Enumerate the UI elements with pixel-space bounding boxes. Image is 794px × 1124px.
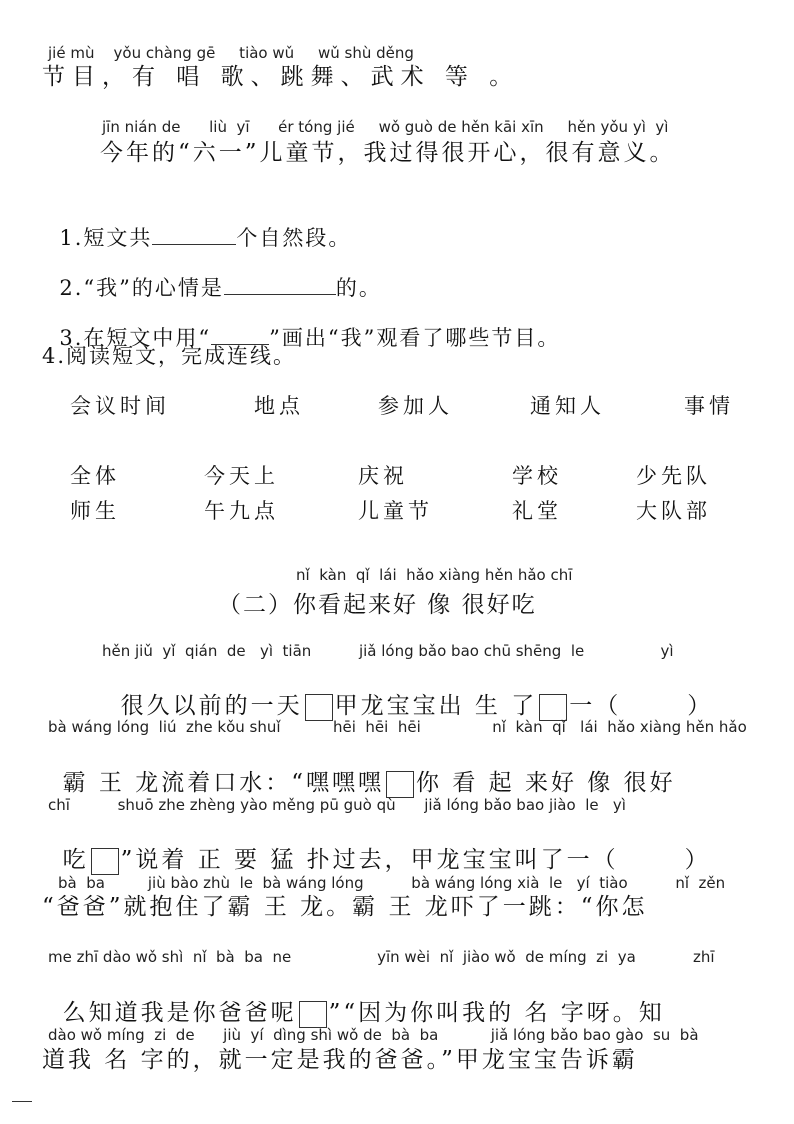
- matching-option[interactable]: 大队部: [636, 499, 711, 523]
- pinyin-line: dào wǒ míng zi de jiù yí dìng shì wǒ de bà ba jiǎ lóng bǎo bao gào su bà: [48, 1026, 699, 1044]
- question-text: 个自然段。: [236, 226, 352, 250]
- matching-option[interactable]: 学校: [512, 464, 562, 488]
- question-text: 1.短文共: [59, 226, 153, 250]
- question-text: 的。: [335, 276, 382, 300]
- matching-option[interactable]: 师生: [70, 499, 120, 523]
- page-edge-mark: [12, 1101, 32, 1102]
- matching-header[interactable]: 参加人: [378, 394, 453, 418]
- text-segment: 么知道我是你爸爸呢: [62, 1000, 297, 1026]
- matching-header[interactable]: 事情: [684, 394, 734, 418]
- question-text: 3.在短文中用“: [59, 326, 212, 350]
- text-segment: 一（: [569, 693, 622, 719]
- text-segment: ）: [684, 847, 711, 873]
- question-text: 2.“我”的心情是: [59, 276, 224, 300]
- pinyin-line: me zhī dào wǒ shì nǐ bà ba ne yīn wèi nǐ jiào wǒ de míng zi ya zhī: [48, 948, 715, 966]
- punctuation-box[interactable]: [386, 771, 414, 798]
- matching-option[interactable]: 午九点: [204, 499, 279, 523]
- matching-header[interactable]: 通知人: [530, 394, 605, 418]
- punctuation-box[interactable]: [91, 848, 119, 875]
- text-line: [42, 738, 676, 798]
- text-segment: ”“因为你叫我的 名 字呀。知: [328, 1000, 665, 1026]
- matching-header[interactable]: 会议时间: [70, 394, 170, 418]
- pinyin-line: jīn nián de liù yī ér tóng jié wǒ guò de hěn kāi xīn hěn yǒu yì yì: [102, 118, 669, 136]
- text-line: [42, 968, 665, 1028]
- matching-option[interactable]: 全体: [70, 464, 120, 488]
- section-title: （二）你看起来好 像 很好吃: [218, 592, 537, 618]
- matching-option[interactable]: 儿童节: [358, 499, 433, 523]
- text-line: 节目，有 唱 歌、跳舞、武术 等 。: [42, 64, 520, 90]
- text-segment: ）: [687, 693, 714, 719]
- text-segment: ”说着 正 要 猛 扑过去，甲龙宝宝叫了一（: [120, 847, 619, 873]
- text-segment: 霸 王 龙流着口水：“嘿嘿嘿: [62, 770, 385, 796]
- matching-option[interactable]: 少先队: [636, 464, 711, 488]
- pinyin-line: chī shuō zhe zhèng yào měng pū guò qù jiǎ lóng bǎo bao jiào le yì: [48, 796, 626, 814]
- pinyin-line: jié mù yǒu chàng gē tiào wǔ wǔ shù děng: [48, 44, 414, 62]
- punctuation-box[interactable]: [305, 694, 333, 721]
- matching-option[interactable]: 庆祝: [358, 464, 408, 488]
- question-text: ”画出“我”观看了哪些节目。: [269, 326, 561, 350]
- matching-option[interactable]: 礼堂: [512, 499, 562, 523]
- pinyin-line: hěn jiǔ yǐ qián de yì tiān jiǎ lóng bǎo bao chū shēng le yì: [102, 642, 674, 660]
- text-line: 今年的“六一”儿童节，我过得很开心，很有意义。: [100, 140, 676, 166]
- punctuation-box[interactable]: [539, 694, 567, 721]
- text-segment: 吃: [62, 847, 89, 873]
- matching-header[interactable]: 地点: [254, 394, 304, 418]
- text-line: “爸爸”就抱住了霸 王 龙。霸 王 龙吓了一跳：“你怎: [42, 894, 648, 920]
- text-line: [100, 661, 713, 721]
- text-segment: 甲龙宝宝出 生 了: [334, 693, 538, 719]
- question-4: 4.阅读短文，完成连线。: [42, 344, 297, 368]
- title-pinyin: nǐ kàn qǐ lái hǎo xiàng hěn hǎo chī: [296, 566, 573, 584]
- pinyin-line: bà wáng lóng liú zhe kǒu shuǐ hēi hēi hēi nǐ kàn qǐ lái hǎo xiàng hěn hǎo: [48, 718, 747, 736]
- text-segment: 你 看 起 来好 像 很好: [416, 770, 676, 796]
- pinyin-line: bà ba jiù bào zhù le bà wáng lóng bà wáng lóng xià le yí tiào nǐ zěn: [58, 874, 726, 892]
- text-line: 道我 名 字的，就一定是我的爸爸。”甲龙宝宝告诉霸: [42, 1047, 638, 1073]
- text-line: [42, 815, 711, 875]
- text-segment: 很久以前的一天: [120, 693, 303, 719]
- matching-option[interactable]: 今天上: [204, 464, 279, 488]
- punctuation-box[interactable]: [299, 1001, 327, 1028]
